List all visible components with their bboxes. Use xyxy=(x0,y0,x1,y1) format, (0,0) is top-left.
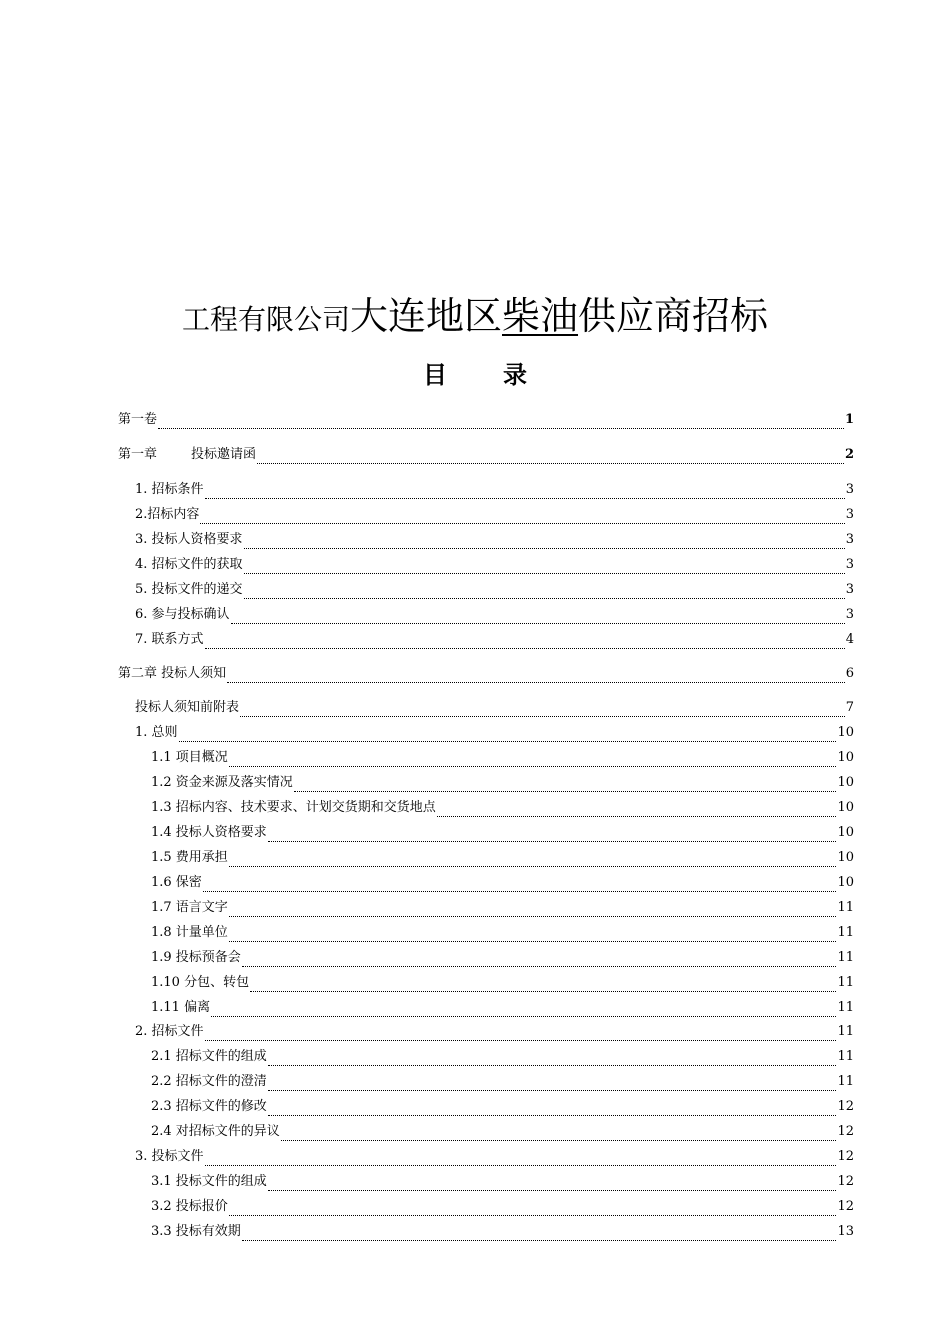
toc-heading xyxy=(0,358,950,392)
toc-page-number: 11 xyxy=(837,1024,854,1039)
toc-page-number: 4 xyxy=(845,632,854,647)
toc-page-number: 11 xyxy=(837,1074,854,1089)
toc-leader-dots xyxy=(205,636,845,649)
toc-entry[interactable] xyxy=(135,505,854,525)
toc-leader-dots xyxy=(158,416,844,429)
toc-entry[interactable] xyxy=(135,630,854,650)
toc-page-number: 3 xyxy=(845,482,854,497)
toc-entry[interactable] xyxy=(151,848,854,868)
toc-leader-dots xyxy=(229,904,837,917)
toc-entry[interactable] xyxy=(135,723,854,743)
title-main-a: 大连地区 xyxy=(349,294,502,338)
toc-page-number: 11 xyxy=(837,1049,854,1064)
toc-entry-label: 1.5 费用承担 xyxy=(151,850,228,865)
toc-entry-label: 5. 投标文件的递交 xyxy=(135,582,243,597)
toc-entry[interactable] xyxy=(118,445,854,465)
toc-entry[interactable] xyxy=(151,1047,854,1067)
toc-entry[interactable] xyxy=(151,773,854,793)
toc-page-number: 6 xyxy=(845,666,854,681)
toc-entry[interactable] xyxy=(135,1022,854,1042)
toc-page-number: 11 xyxy=(837,900,854,915)
title-prefix: 工程有限公司 xyxy=(181,303,350,336)
toc-entry[interactable] xyxy=(151,998,854,1018)
toc-leader-dots xyxy=(242,1228,837,1241)
toc-page-number: 3 xyxy=(845,582,854,597)
toc-page-number: 12 xyxy=(837,1099,854,1114)
toc-entry-label: 1.7 语言文字 xyxy=(151,900,228,915)
toc-page-number: 11 xyxy=(837,925,854,940)
toc-entry-label: 第一卷 xyxy=(118,412,158,427)
toc-page-number: 11 xyxy=(837,975,854,990)
toc-leader-dots xyxy=(244,561,845,574)
toc-page-number: 2 xyxy=(844,447,854,462)
document-title xyxy=(0,288,950,348)
toc-leader-dots xyxy=(244,586,845,599)
toc-page-number: 10 xyxy=(837,800,854,815)
toc-entry-label: 6. 参与投标确认 xyxy=(135,607,230,622)
toc-leader-dots xyxy=(203,879,837,892)
toc-entry-label: 1.8 计量单位 xyxy=(151,925,228,940)
toc-leader-dots xyxy=(268,1053,837,1066)
toc-leader-dots xyxy=(229,854,837,867)
toc-leader-dots xyxy=(211,1004,836,1017)
toc-leader-dots xyxy=(205,486,845,499)
toc-leader-dots xyxy=(229,929,837,942)
toc-entry-label: 2.2 招标文件的澄清 xyxy=(151,1074,267,1089)
toc-leader-dots xyxy=(437,804,837,817)
toc-leader-dots xyxy=(268,829,837,842)
toc-entry-label: 2.3 招标文件的修改 xyxy=(151,1099,267,1114)
toc-page-number: 12 xyxy=(837,1174,854,1189)
toc-entry[interactable] xyxy=(151,1172,854,1192)
toc-entry[interactable] xyxy=(135,605,854,625)
title-main-underlined: 柴油 xyxy=(502,294,579,338)
toc-entry[interactable] xyxy=(151,898,854,918)
toc-entry-label: 3.2 投标报价 xyxy=(151,1199,228,1214)
toc-entry[interactable] xyxy=(151,823,854,843)
toc-entry[interactable] xyxy=(135,698,854,718)
toc-leader-dots xyxy=(231,611,845,624)
toc-entry[interactable] xyxy=(151,948,854,968)
toc-entry[interactable] xyxy=(135,580,854,600)
toc-entry-label: 2.4 对招标文件的异议 xyxy=(151,1124,280,1139)
toc-page-number: 10 xyxy=(837,750,854,765)
toc-heading-char-2: 录 xyxy=(503,360,527,389)
toc-leader-dots xyxy=(268,1178,837,1191)
toc-page-number: 3 xyxy=(845,507,854,522)
toc-page-number: 3 xyxy=(845,607,854,622)
toc-leader-dots xyxy=(250,979,836,992)
toc-entry-label: 3.3 投标有效期 xyxy=(151,1224,241,1239)
toc-leader-dots xyxy=(229,1203,837,1216)
toc-leader-dots xyxy=(240,704,845,717)
toc-entry-label: 投标人须知前附表 xyxy=(135,700,240,715)
toc-page-number: 11 xyxy=(837,950,854,965)
toc-leader-dots xyxy=(227,670,845,683)
toc-entry[interactable] xyxy=(118,410,854,430)
toc-page-number: 11 xyxy=(837,1000,854,1015)
toc-entry-label: 4. 招标文件的获取 xyxy=(135,557,243,572)
toc-page-number: 13 xyxy=(837,1224,854,1239)
toc-leader-dots xyxy=(205,1153,837,1166)
toc-page-number: 3 xyxy=(845,532,854,547)
toc-entry-label: 1.9 投标预备会 xyxy=(151,950,241,965)
toc-entry-label: 第一章 投标邀请函 xyxy=(118,447,257,462)
toc-leader-dots xyxy=(229,754,837,767)
toc-entry-label: 7. 联系方式 xyxy=(135,632,204,647)
toc-entry[interactable] xyxy=(151,748,854,768)
toc-entry[interactable] xyxy=(151,923,854,943)
toc-page-number: 12 xyxy=(837,1199,854,1214)
toc-entry-label: 3. 投标人资格要求 xyxy=(135,532,243,547)
toc-entry[interactable] xyxy=(135,1147,854,1167)
toc-entry[interactable] xyxy=(151,1222,854,1242)
toc-entry[interactable] xyxy=(135,480,854,500)
toc-page-number: 3 xyxy=(845,557,854,572)
toc-entry[interactable] xyxy=(151,1122,854,1142)
toc-entry-label: 1.11 偏离 xyxy=(151,1000,211,1015)
toc-leader-dots xyxy=(200,511,844,524)
toc-entry-label: 1.6 保密 xyxy=(151,875,202,890)
toc-page-number: 10 xyxy=(837,875,854,890)
toc-leader-dots xyxy=(179,729,837,742)
toc-entry[interactable] xyxy=(151,1197,854,1217)
toc-leader-dots xyxy=(242,954,837,967)
toc-page-number: 12 xyxy=(837,1149,854,1164)
toc-entry-label: 1.10 分包、转包 xyxy=(151,975,250,990)
toc-entry[interactable] xyxy=(118,664,854,684)
toc-entry-label: 1.2 资金来源及落实情况 xyxy=(151,775,293,790)
toc-entry[interactable] xyxy=(151,1072,854,1092)
title-main-b: 供应商招标 xyxy=(578,294,769,338)
toc-page-number: 10 xyxy=(837,725,854,740)
toc-entry-label: 1.3 招标内容、技术要求、计划交货期和交货地点 xyxy=(151,800,436,815)
toc-page-number: 10 xyxy=(837,775,854,790)
toc-entry-label: 1. 总则 xyxy=(135,725,178,740)
toc-leader-dots xyxy=(244,536,845,549)
toc-heading-char-1: 目 xyxy=(423,360,447,389)
toc-entry[interactable] xyxy=(151,873,854,893)
toc-page-number: 1 xyxy=(844,412,854,427)
toc-entry-label: 1.4 投标人资格要求 xyxy=(151,825,267,840)
toc-entry-label: 3. 投标文件 xyxy=(135,1149,204,1164)
toc-entry[interactable] xyxy=(151,973,854,993)
toc-page-number: 12 xyxy=(837,1124,854,1139)
toc-leader-dots xyxy=(268,1103,837,1116)
toc-entry-label: 2.1 招标文件的组成 xyxy=(151,1049,267,1064)
toc-page-number: 7 xyxy=(845,700,854,715)
toc-entry-label: 1. 招标条件 xyxy=(135,482,204,497)
toc-leader-dots xyxy=(257,451,844,464)
toc-entry[interactable] xyxy=(151,1097,854,1117)
toc-entry[interactable] xyxy=(135,555,854,575)
toc-entry-label: 第二章 投标人须知 xyxy=(118,666,227,681)
toc-entry[interactable] xyxy=(135,530,854,550)
toc-entry-label: 1.1 项目概况 xyxy=(151,750,228,765)
toc-leader-dots xyxy=(294,779,837,792)
toc-leader-dots xyxy=(281,1128,837,1141)
toc-page-number: 10 xyxy=(837,850,854,865)
toc-entry-label: 3.1 投标文件的组成 xyxy=(151,1174,267,1189)
toc-leader-dots xyxy=(268,1078,837,1091)
toc-entry-label: 2. 招标文件 xyxy=(135,1024,204,1039)
toc-entry-label: 2.招标内容 xyxy=(135,507,200,522)
toc-leader-dots xyxy=(205,1028,837,1041)
toc-page-number: 10 xyxy=(837,825,854,840)
toc-entry[interactable] xyxy=(151,798,854,818)
